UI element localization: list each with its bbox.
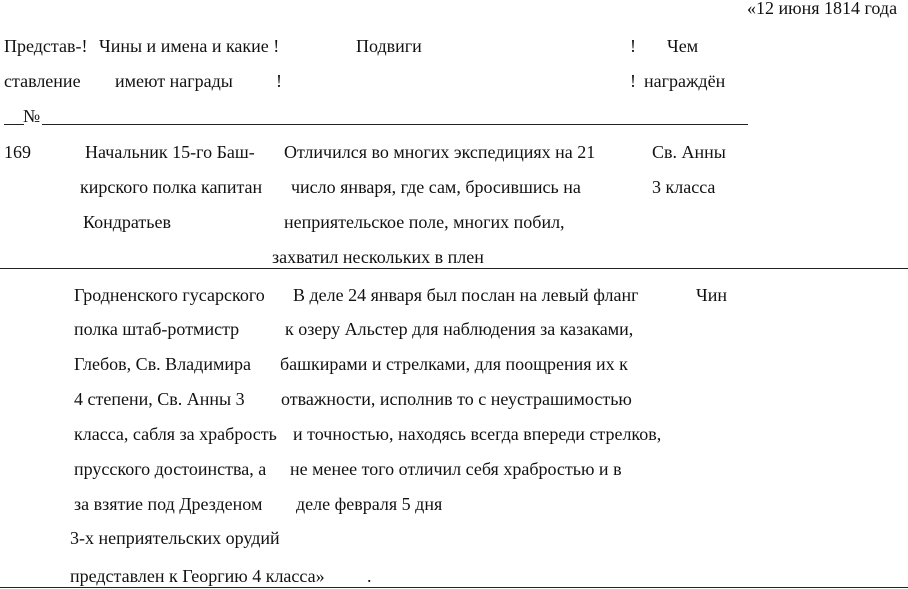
row-deed-line: и точностью, находясь всегда впереди стрелков, — [293, 424, 662, 444]
row-deed-line: В деле 24 января был послан на левый фланг — [293, 285, 639, 305]
row-award-line: Св. Анны — [652, 142, 726, 162]
header-col-award-line2: награждён — [644, 71, 726, 91]
row-name-line: прусского достоинства, а — [74, 459, 267, 479]
row-name-line: класса, сабля за храбрость — [74, 424, 277, 444]
row-name-line: Начальник 15-го Баш- — [85, 142, 255, 162]
row-name-line: представлен к Георгию 4 класса» — [70, 566, 325, 586]
header-col-rank-line2: имеют награды — [115, 71, 233, 91]
row-deed-line: неприятельское поле, многих побил, — [284, 212, 565, 232]
row-deed-line: Отличился во многих экспедициях на 21 — [284, 142, 596, 162]
row-deed-line: деле февраля 5 дня — [296, 494, 443, 514]
header-separator: ! — [630, 36, 636, 56]
header-separator: ! — [630, 71, 636, 91]
row-name-line: полка штаб-ротмистр — [74, 319, 240, 339]
header-col-rank-line1: Чины и имена и какие ! — [99, 36, 280, 56]
header-col-presentation-line1: Представ-! — [4, 36, 88, 56]
row-name-line: Глебов, Св. Владимира — [74, 354, 251, 374]
row-number: 169 — [4, 142, 31, 162]
row-name-line: 3-х неприятельских орудий — [70, 528, 280, 548]
row-deed-line: башкирами и стрелками, для поощрения их к — [280, 354, 628, 374]
row-deed-line: отважности, исполнив то с неустрашимостью — [281, 389, 632, 409]
row-name-line: за взятие под Дрезденом — [74, 494, 263, 514]
row-award-line: 3 класса — [652, 177, 716, 197]
row-deed-line: число января, где сам, бросившись на — [291, 177, 581, 197]
document-date: «12 июня 1814 года — [747, 0, 898, 18]
header-separator: ! — [276, 71, 282, 91]
bottom-rule — [0, 587, 908, 588]
header-rule — [42, 124, 748, 125]
header-number-underline — [4, 124, 24, 125]
header-col-number: № — [23, 106, 41, 126]
row-name-line: Кондратьев — [83, 212, 171, 232]
header-col-presentation-line2: ставление — [4, 71, 81, 91]
row-deed-line: к озеру Альстер для наблюдения за казаками, — [285, 319, 634, 339]
header-col-award-line1: Чем — [667, 36, 699, 56]
row-name-line: 4 степени, Св. Анны 3 — [74, 389, 245, 409]
row-divider — [0, 268, 908, 269]
row-name-line: кирского полка капитан — [80, 177, 263, 197]
row-deed-line: не менее того отличил себя храбростью и в — [290, 459, 622, 479]
row-name-line: Гродненского гусарского — [74, 285, 265, 305]
row-award: Чин — [696, 285, 727, 305]
row-deed-line: захватил нескольких в плен — [272, 247, 484, 267]
trailing-mark: . — [367, 566, 372, 586]
header-col-deeds: Подвиги — [356, 36, 422, 56]
